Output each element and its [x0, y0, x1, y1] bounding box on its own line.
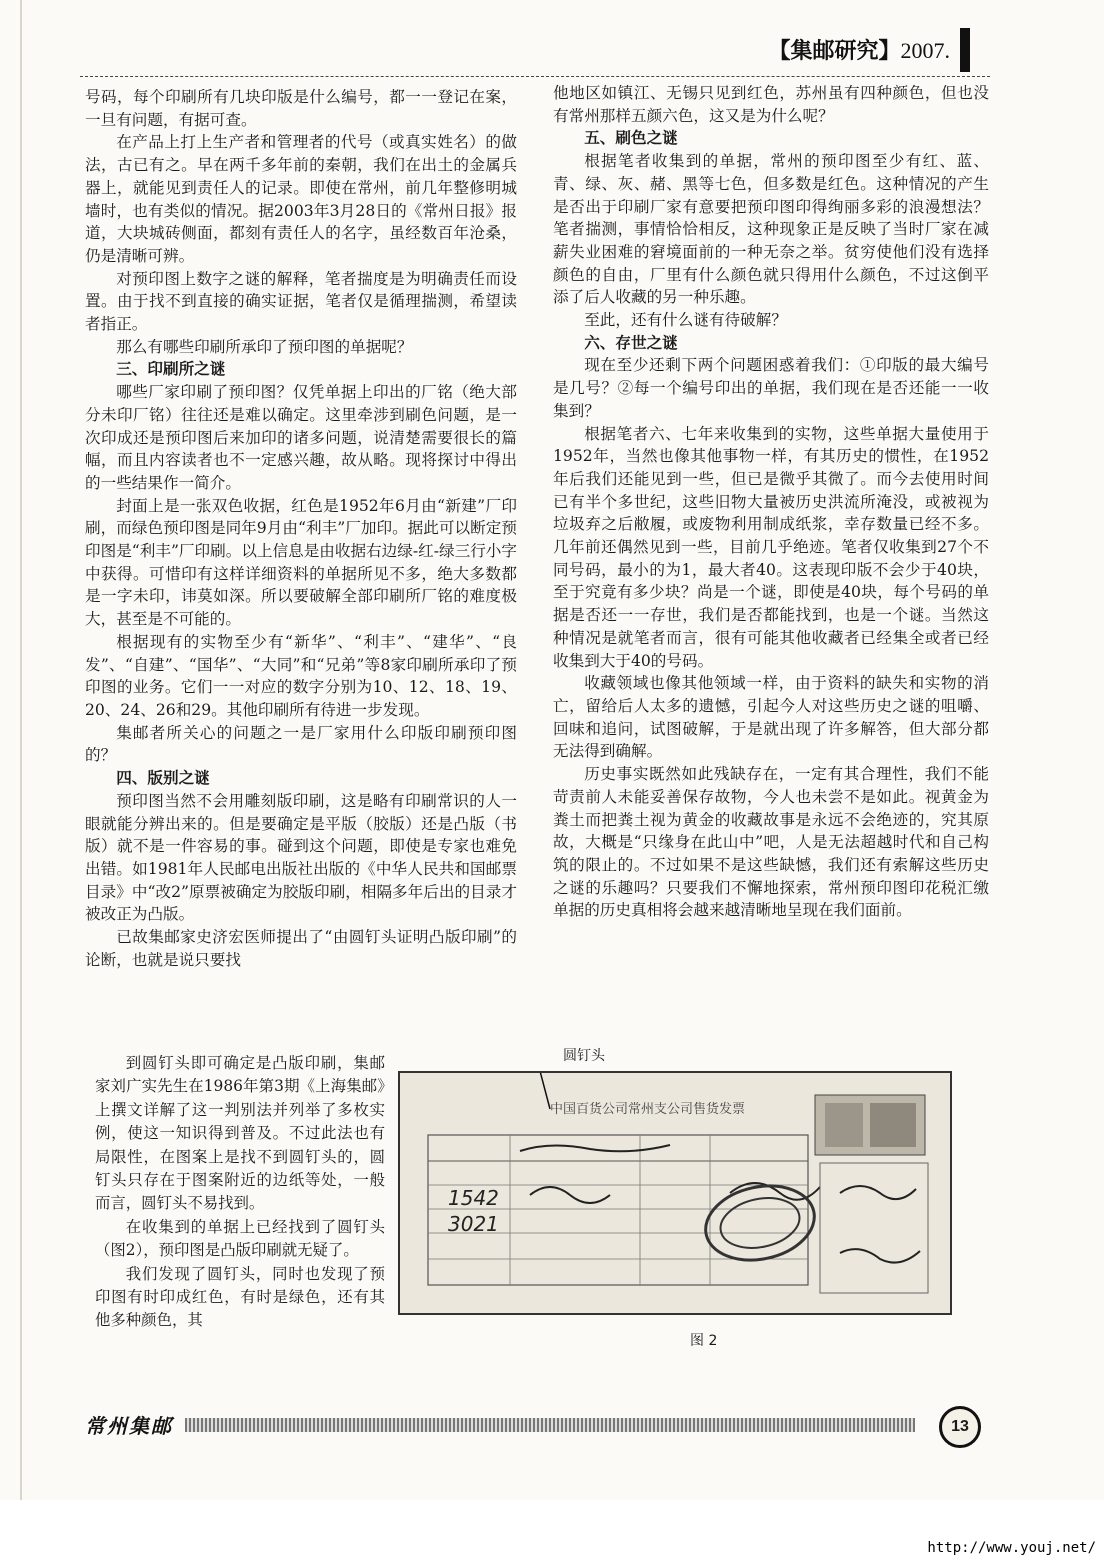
paragraph: 到圆钉头即可确定是凸版印刷，集邮家刘广实先生在1986年第3期《上海集邮》上撰文详解了这一判别法并列举了多枚实例，使这一知识得到普及。不过此法也有局限性，在图案上是找不到圆钉头的，圆钉头只存在于图案附近的边纸等处，一般而言，圆钉头不易找到。: [95, 1054, 385, 1213]
header-issue-mark: [960, 28, 970, 72]
figure-label: 圆钉头: [563, 1048, 605, 1064]
watermark: http://www.youj.net/: [927, 1540, 1096, 1556]
paragraph: 他地区如镇江、无锡只见到红色，苏州虽有四种颜色，但也没有常州那样五颜六色，这又是为什么呢？: [553, 84, 989, 125]
receipt-header: 中国百货公司常州支公司售货发票: [550, 1102, 746, 1117]
narrow-column: [95, 1052, 385, 1333]
paragraph: 集邮者所关心的问题之一是厂家用什么印版印刷预印图的？: [85, 723, 517, 765]
paragraph: 号码，每个印刷所有几块印版是什么编号，都一一登记在案，一旦有问题，有据可查。: [85, 88, 517, 129]
paragraph: 根据笔者收集到的单据，常州的预印图至少有红、蓝、青、绿、灰、赭、黑等七色，但多数是红色。这种情况的产生是否出于印刷厂家有意要把预印图印得绚丽多彩的浪漫想法？笔者揣测，事情恰恰相反，这种现象正是反映了当时厂家在减薪失业困难的窘境面前的一种无奈之举。贫穷使他们没有选择颜色的自由，厂里有什么颜色就只得用什么颜色，不过这倒平添了后人收藏的另一种乐趣。: [553, 152, 989, 307]
paragraph: 那么有哪些印刷所承印了预印图的单据呢？: [116, 337, 413, 356]
footer-band: [185, 1418, 915, 1432]
section-heading: 四、版别之谜: [116, 769, 210, 788]
binding-edge: [20, 0, 22, 1568]
header-year: 2007.: [900, 38, 950, 63]
paragraph: 现在至少还剩下两个问题困惑着我们：①印版的最大编号是几号？②每一个编号印出的单据，我们现在是否还能一一收集到？: [553, 356, 989, 420]
page-number-badge: [933, 1398, 983, 1450]
paragraph: 至此，还有什么谜有待破解？: [584, 311, 787, 330]
header-divider: [80, 76, 990, 77]
paragraph: 历史事实既然如此残缺存在，一定有其合理性，我们不能苛责前人未能妥善保存故物，今人也未尝不是如此。视黄金为粪土而把粪土视为黄金的收藏故事是永远不会绝迹的，究其原故，大概是“只缘身在此山中”吧，人是无法超越时代和自己构筑的限止的。不过如果不是这些缺憾，我们还有索解这些历史之谜的乐趣吗？只要我们不懈地探索，常州预印图印花税汇缴单据的历史真相将会越来越清晰地呈现在我们面前。: [553, 765, 989, 920]
scan-margin: [0, 1500, 1104, 1568]
left-column: [85, 86, 517, 971]
paragraph: 封面上是一张双色收据，红色是1952年6月由“新建”厂印刷，而绿色预印图是同年9月由“利丰”厂加印。据此可以断定预印图是“利丰”厂印刷。以上信息是由收据右边绿-红-绿三行小字中获得。可惜印有这样详细资料的单据所见不多，绝大多数都是一字未印，讳莫如深。所以要破解全部印刷所厂铭的难度极大，甚至是不可能的。: [85, 496, 517, 629]
header-section: 【集邮研究】: [768, 39, 901, 64]
page-number: 13: [939, 1406, 981, 1448]
receipt-handwriting-2: 3021: [448, 1212, 499, 1236]
section-heading: 三、印刷所之谜: [116, 360, 226, 379]
figure-caption: 图 2: [690, 1333, 718, 1349]
receipt-image: [400, 1073, 950, 1313]
footer-brand: 常州集邮: [85, 1414, 173, 1438]
right-column: [553, 82, 989, 922]
paragraph: 根据笔者六、七年来收集到的实物，这些单据大量使用于1952年，当然也像其他事物一样，有其历史的惯性，在1952年后我们还能见到一些，但已是微乎其微了。而今去使用时间已有半个多世纪，这些旧物大量被历史洪流所淹没，或被视为垃圾弃之后敝履，或废物利用制成纸浆，幸存数量已经不多。几年前还偶然见到一些，目前几乎绝迹。笔者仅收集到27个不同号码，最小的为1，最大者40。这表现印版不会少于40块，至于究竟有多少块？尚是一个谜，即使是40块，每个号码的单据是否还一一存世，我们是否都能找到，也是一个谜。当然这种情况是就笔者而言，很有可能其他收藏者已经集全或者已经收集到大于40的号码。: [553, 424, 989, 670]
paragraph: 收藏领域也像其他领域一样，由于资料的缺失和实物的消亡，留给后人太多的遗憾，引起今人对这些历史之谜的咀嚼、回味和追问，试图破解，于是就出现了许多解答，但大部分都无法得到确解。: [553, 674, 989, 761]
header-title: [768, 34, 950, 65]
paragraph: 预印图当然不会用雕刻版印刷，这是略有印刷常识的人一眼就能分辨出来的。但是要确定是平版（胶版）还是凸版（书版）就不是一件容易的事。碰到这个问题，即使是专家也难免出错。如1981年人民邮电出版社出版的《中华人民共和国邮票目录》中“改2”原票被确定为胶版印刷，相隔多年后出的目录才被改正为凸版。: [85, 791, 517, 924]
paragraph: 在产品上打上生产者和管理者的代号（或真实姓名）的做法，古已有之。早在两千多年前的秦朝，我们在出土的金属兵器上，就能见到责任人的记录。即使在常州，前几年整修明城墙时，也有类似的情况。据2003年3月28日的《常州日报》报道，大块城砖侧面，都刻有责任人的名字，虽经数百年沧桑，仍是清晰可辨。: [85, 133, 517, 265]
paragraph: 根据现有的实物至少有“新华”、“利丰”、“建华”、“良发”、“自建”、“国华”、“大同”和“兄弟”等8家印刷所承印了预印图的业务。它们一一对应的数字分别为10、12、18、19、20、24、26和29。其他印刷所有待进一步发现。: [85, 632, 517, 719]
paragraph: 哪些厂家印刷了预印图？仅凭单据上印出的厂铭（绝大部分未印厂铭）往往还是难以确定。这里牵涉到刷色问题，是一次印成还是预印图后来加印的诸多问题，说清楚需要很长的篇幅，而且内容读者也不一定感兴趣，故从略。现将探讨中得出的一些结果作一简介。: [85, 383, 517, 492]
paragraph: 对预印图上数字之谜的解释，笔者揣度是为明确责任而设置。由于找不到直接的确实证据，笔者仅是循理揣测，希望读者指正。: [85, 269, 517, 334]
paragraph: 我们发现了圆钉头，同时也发现了预印图有时印成红色，有时是绿色，还有其他多种颜色，其: [95, 1264, 385, 1330]
section-heading: 六、存世之谜: [584, 333, 678, 352]
page-footer: [85, 1408, 985, 1468]
receipt-figure: [398, 1071, 952, 1315]
paragraph: 已故集邮家史济宏医师提出了“由圆钉头证明凸版印刷”的论断，也就是说只要找: [85, 928, 517, 969]
page-header: [80, 28, 990, 78]
paragraph: 在收集到的单据上已经找到了圆钉头（图2），预印图是凸版印刷就无疑了。: [95, 1217, 385, 1260]
receipt-handwriting-1: 1542: [448, 1186, 499, 1210]
section-heading: 五、刷色之谜: [584, 129, 678, 148]
